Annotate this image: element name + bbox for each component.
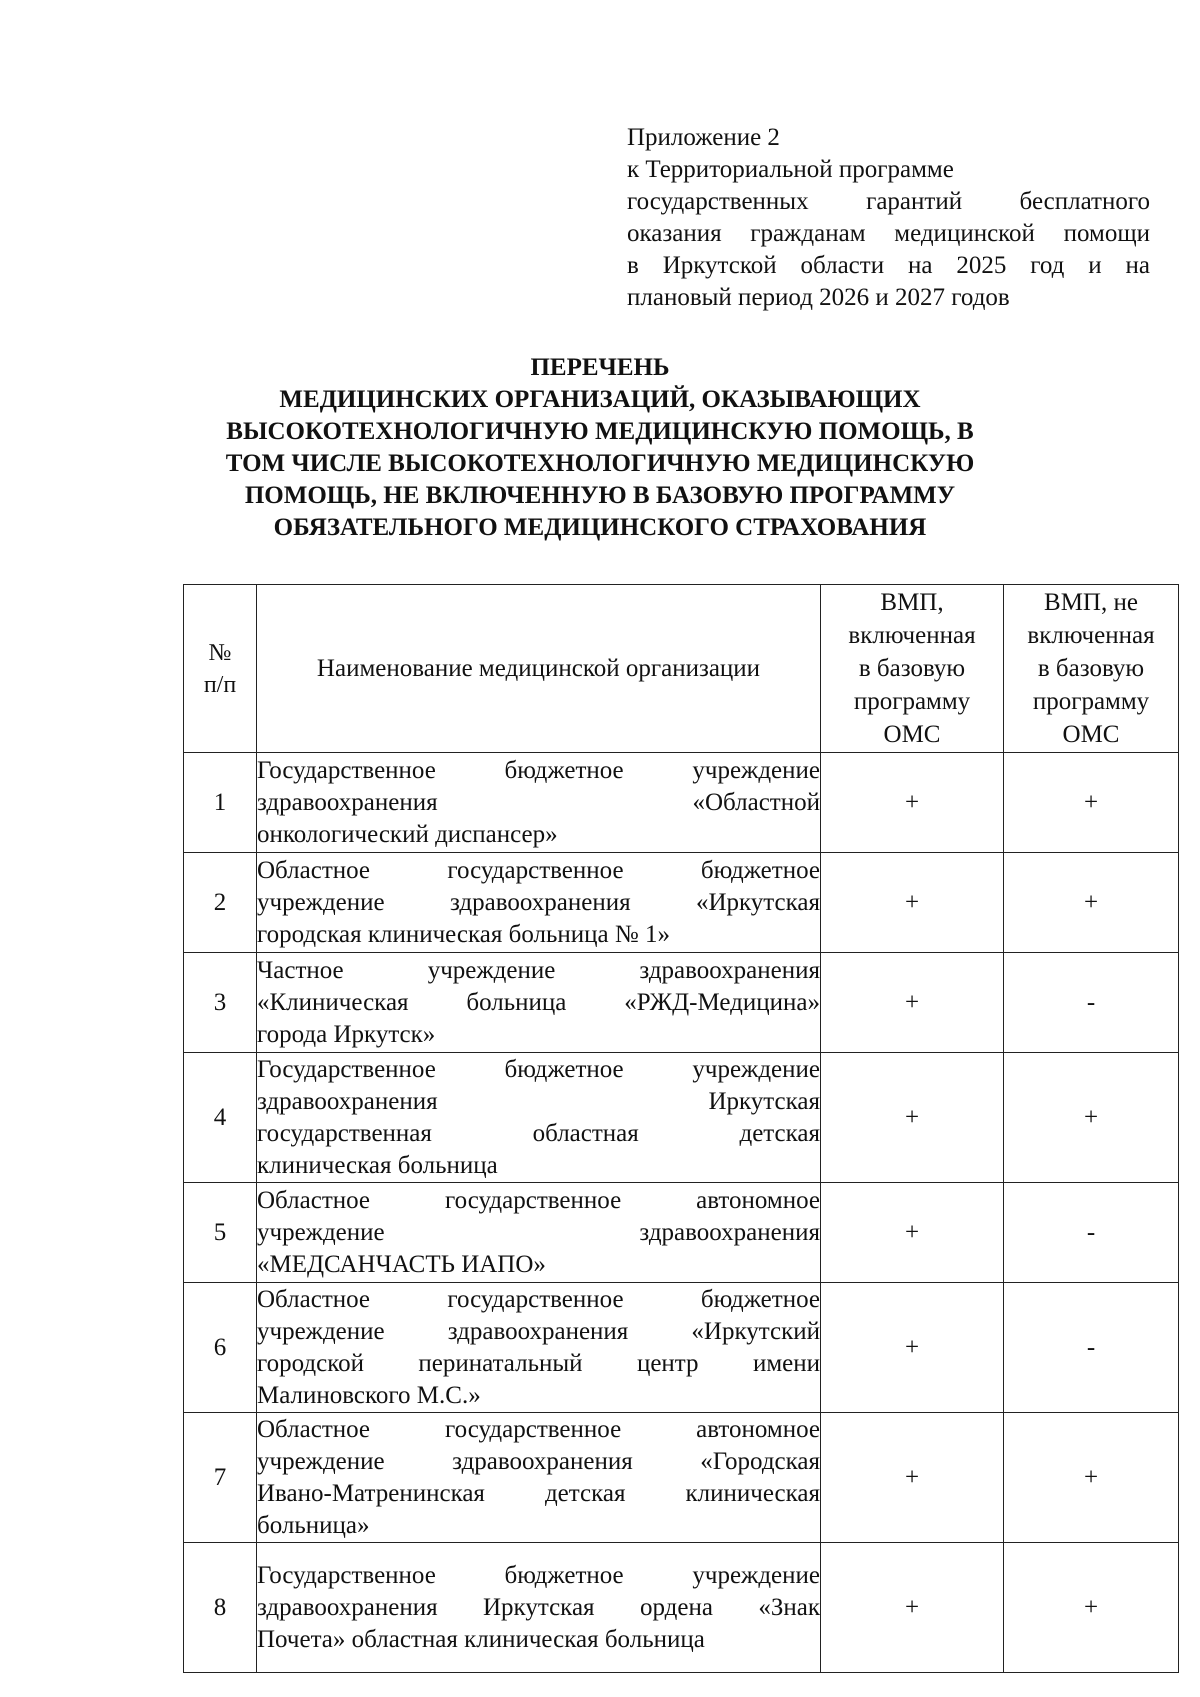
appendix-block — [627, 122, 1150, 314]
vmp-included-mark: + — [821, 1413, 1004, 1543]
vmp-not-included-mark: + — [1004, 1413, 1179, 1543]
organization-name — [257, 853, 821, 953]
header-num — [184, 585, 257, 753]
organization-name-line: Частное учреждение здравоохранения — [257, 956, 820, 984]
header-line: программу — [853, 688, 971, 715]
appendix-line: государственных гарантий бесплатного — [627, 188, 1150, 215]
header-num-line: п/п — [203, 671, 237, 698]
vmp-included-mark: + — [821, 953, 1004, 1053]
vmp-not-included-mark: + — [1004, 1543, 1179, 1673]
organization-name-line: города Иркутск» — [257, 1020, 436, 1048]
organization-name-line: городская клиническая больница № 1» — [257, 920, 670, 948]
title-line: ПЕРЕЧЕНЬ — [530, 354, 670, 381]
organization-name — [257, 1053, 821, 1183]
organization-name-line: «Клиническая больница «РЖД-Медицина» — [257, 988, 820, 1016]
document-title — [160, 352, 1040, 544]
vmp-not-included-mark: + — [1004, 1053, 1179, 1183]
table-row — [184, 1183, 1179, 1283]
vmp-included-mark: + — [821, 1543, 1004, 1673]
organization-name-line: здравоохранения Иркутская ордена «Знак — [257, 1593, 820, 1621]
organization-name — [257, 1283, 821, 1413]
appendix-line: плановый период 2026 и 2027 годов — [627, 284, 1010, 311]
organization-name-line: здравоохранения Иркутская — [257, 1087, 820, 1115]
organization-name — [257, 753, 821, 853]
organization-name-line: Областное государственное автономное — [257, 1415, 820, 1443]
header-line: в базовую — [1037, 655, 1145, 682]
title-line: МЕДИЦИНСКИХ ОРГАНИЗАЦИЙ, ОКАЗЫВАЮЩИХ — [279, 386, 921, 413]
table-row — [184, 1053, 1179, 1183]
header-line: программу — [1032, 688, 1150, 715]
vmp-not-included-mark: + — [1004, 853, 1179, 953]
header-vmp-included — [821, 585, 1004, 753]
organization-name — [257, 1413, 821, 1543]
header-vmp-not-included — [1004, 585, 1179, 753]
organization-name — [257, 1543, 821, 1673]
organization-name-line: Государственное бюджетное учреждение — [257, 1561, 820, 1589]
header-num-line: № — [208, 639, 232, 666]
table-row — [184, 753, 1179, 853]
row-number: 7 — [184, 1413, 257, 1543]
header-line: в базовую — [858, 655, 966, 682]
appendix-line: к Территориальной программе — [627, 156, 954, 183]
header-name: Наименование медицинской организации — [257, 585, 821, 753]
organization-name-line: Ивано-Матренинская детская клиническая — [257, 1479, 820, 1507]
organization-name-line: Почета» областная клиническая больница — [257, 1625, 705, 1653]
title-line: ПОМОЩЬ, НЕ ВКЛЮЧЕННУЮ В БАЗОВУЮ ПРОГРАММУ — [244, 482, 956, 509]
organization-name-line: Областное государственное бюджетное — [257, 856, 820, 884]
organization-name-line: учреждение здравоохранения «Городская — [257, 1447, 820, 1475]
header-line: ОМС — [1062, 721, 1120, 748]
title-line: ТОМ ЧИСЛЕ ВЫСОКОТЕХНОЛОГИЧНУЮ МЕДИЦИНСКУЮ — [225, 450, 975, 477]
organization-name-line: Государственное бюджетное учреждение — [257, 1055, 820, 1083]
organization-name-line: Государственное бюджетное учреждение — [257, 756, 820, 784]
row-number: 2 — [184, 853, 257, 953]
appendix-line: оказания гражданам медицинской помощи — [627, 220, 1150, 247]
header-line: включенная — [848, 622, 976, 649]
vmp-not-included-mark: - — [1004, 1283, 1179, 1413]
vmp-not-included-mark: - — [1004, 953, 1179, 1053]
vmp-included-mark: + — [821, 753, 1004, 853]
organization-name — [257, 1183, 821, 1283]
row-number: 5 — [184, 1183, 257, 1283]
organization-name-line: государственная областная детская — [257, 1119, 820, 1147]
organizations-table — [183, 584, 1179, 1673]
vmp-included-mark: + — [821, 1053, 1004, 1183]
vmp-included-mark: + — [821, 1283, 1004, 1413]
row-number: 4 — [184, 1053, 257, 1183]
vmp-not-included-mark: - — [1004, 1183, 1179, 1283]
organization-name-line: городской перинатальный центр имени — [257, 1349, 820, 1377]
vmp-included-mark: + — [821, 853, 1004, 953]
title-line: ВЫСОКОТЕХНОЛОГИЧНУЮ МЕДИЦИНСКУЮ ПОМОЩЬ, В — [226, 418, 974, 445]
header-line: включенная — [1027, 622, 1155, 649]
header-line: ВМП, — [880, 589, 944, 616]
appendix-line: в Иркутской области на 2025 год и на — [627, 252, 1150, 279]
table-row — [184, 1283, 1179, 1413]
organization-name-line: учреждение здравоохранения «Иркутская — [257, 888, 820, 916]
appendix-line: Приложение 2 — [627, 124, 780, 151]
row-number: 6 — [184, 1283, 257, 1413]
organization-name-line: «МЕДСАНЧАСТЬ ИАПО» — [257, 1250, 546, 1278]
organization-name-line: здравоохранения «Областной — [257, 788, 820, 816]
organization-name-line: больница» — [257, 1511, 370, 1539]
table-row — [184, 1413, 1179, 1543]
table-row — [184, 1543, 1179, 1673]
row-number: 3 — [184, 953, 257, 1053]
vmp-not-included-mark: + — [1004, 753, 1179, 853]
organization-name-line: учреждение здравоохранения «Иркутский — [257, 1317, 820, 1345]
organization-name-line: Областное государственное бюджетное — [257, 1285, 820, 1313]
table-row — [184, 853, 1179, 953]
table-header-row — [184, 585, 1179, 753]
organization-name-line: онкологический диспансер» — [257, 820, 558, 848]
organization-name — [257, 953, 821, 1053]
table-body — [184, 753, 1179, 1673]
row-number: 1 — [184, 753, 257, 853]
title-line: ОБЯЗАТЕЛЬНОГО МЕДИЦИНСКОГО СТРАХОВАНИЯ — [273, 514, 927, 541]
organization-name-line: учреждение здравоохранения — [257, 1218, 820, 1246]
row-number: 8 — [184, 1543, 257, 1673]
organization-name-line: Малиновского М.С.» — [257, 1381, 481, 1409]
header-line: ОМС — [883, 721, 941, 748]
vmp-included-mark: + — [821, 1183, 1004, 1283]
organization-name-line: клиническая больница — [257, 1151, 498, 1179]
header-line: ВМП, не — [1044, 589, 1138, 616]
table-row — [184, 953, 1179, 1053]
organization-name-line: Областное государственное автономное — [257, 1186, 820, 1214]
